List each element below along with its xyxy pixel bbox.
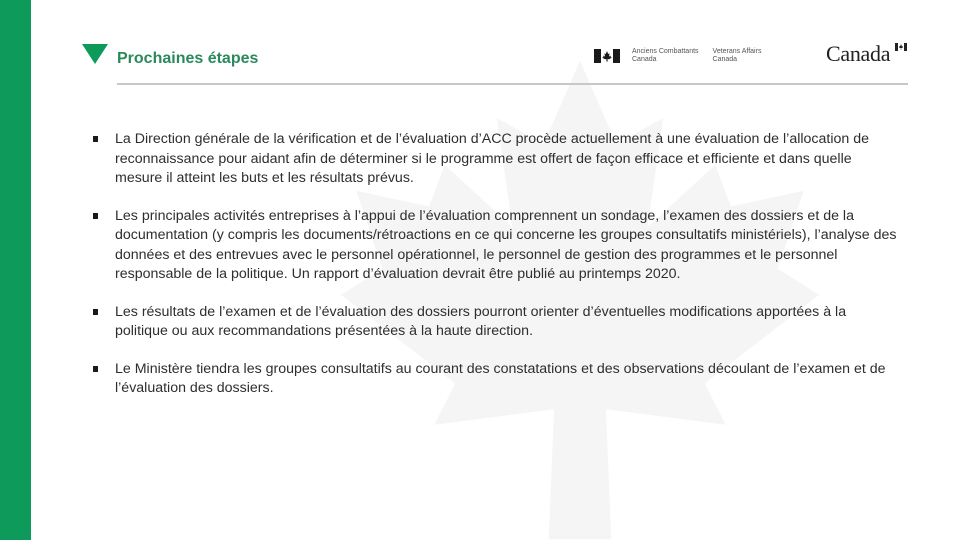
triangle-down-icon xyxy=(82,44,108,64)
square-bullet-icon xyxy=(93,366,98,372)
square-bullet-icon xyxy=(93,136,98,142)
bullet-list xyxy=(93,130,898,399)
list-item: Les résultats de l’examen et de l’évaluation des dossiers pourront orienter d’éventuelles modifications apportées à la politique ou aux recommandations présentées à la haute direction. xyxy=(93,303,898,342)
slide-title: Prochaines étapes xyxy=(117,50,259,67)
list-item: Le Ministère tiendra les groupes consultatifs au courant des constatations et des observations découlant de l’examen et de l’évaluation des dossiers. xyxy=(93,360,898,399)
side-accent-bar xyxy=(0,0,31,540)
square-bullet-icon xyxy=(93,309,98,315)
department-name-fr: Anciens Combattants Canada xyxy=(632,48,699,63)
list-item: Les principales activités entreprises à l’appui de l’évaluation comprennent un sondage, l’examen des dossiers et de la documentation (y compris les documents/rétroactions en ce qui concerne les groupes consultatifs ministériels), l’analyse des données et des entrevues avec le personnel opérationnel, le personnel de gestion des programmes et le personnel responsable de la politique. Un rapport d’évaluation devrait être publié au printemps 2020. xyxy=(93,207,898,285)
department-name-en: Veterans Affairs Canada xyxy=(712,48,762,63)
federal-identity-signature xyxy=(594,48,761,64)
canada-wordmark: Canada xyxy=(826,41,891,66)
square-bullet-icon xyxy=(93,213,98,219)
list-item: La Direction générale de la vérification et de l’évaluation d’ACC procède actuellement à une évaluation de l’allocation de reconnaissance pour aidant afin de déterminer si le programme est offert de façon efficace et efficiente et dans quelle mesure il atteint les buts et les résultats prévus. xyxy=(93,130,898,189)
header-divider xyxy=(117,83,908,85)
canada-flag-icon xyxy=(594,49,620,63)
wordmark-flag-icon xyxy=(895,43,907,51)
